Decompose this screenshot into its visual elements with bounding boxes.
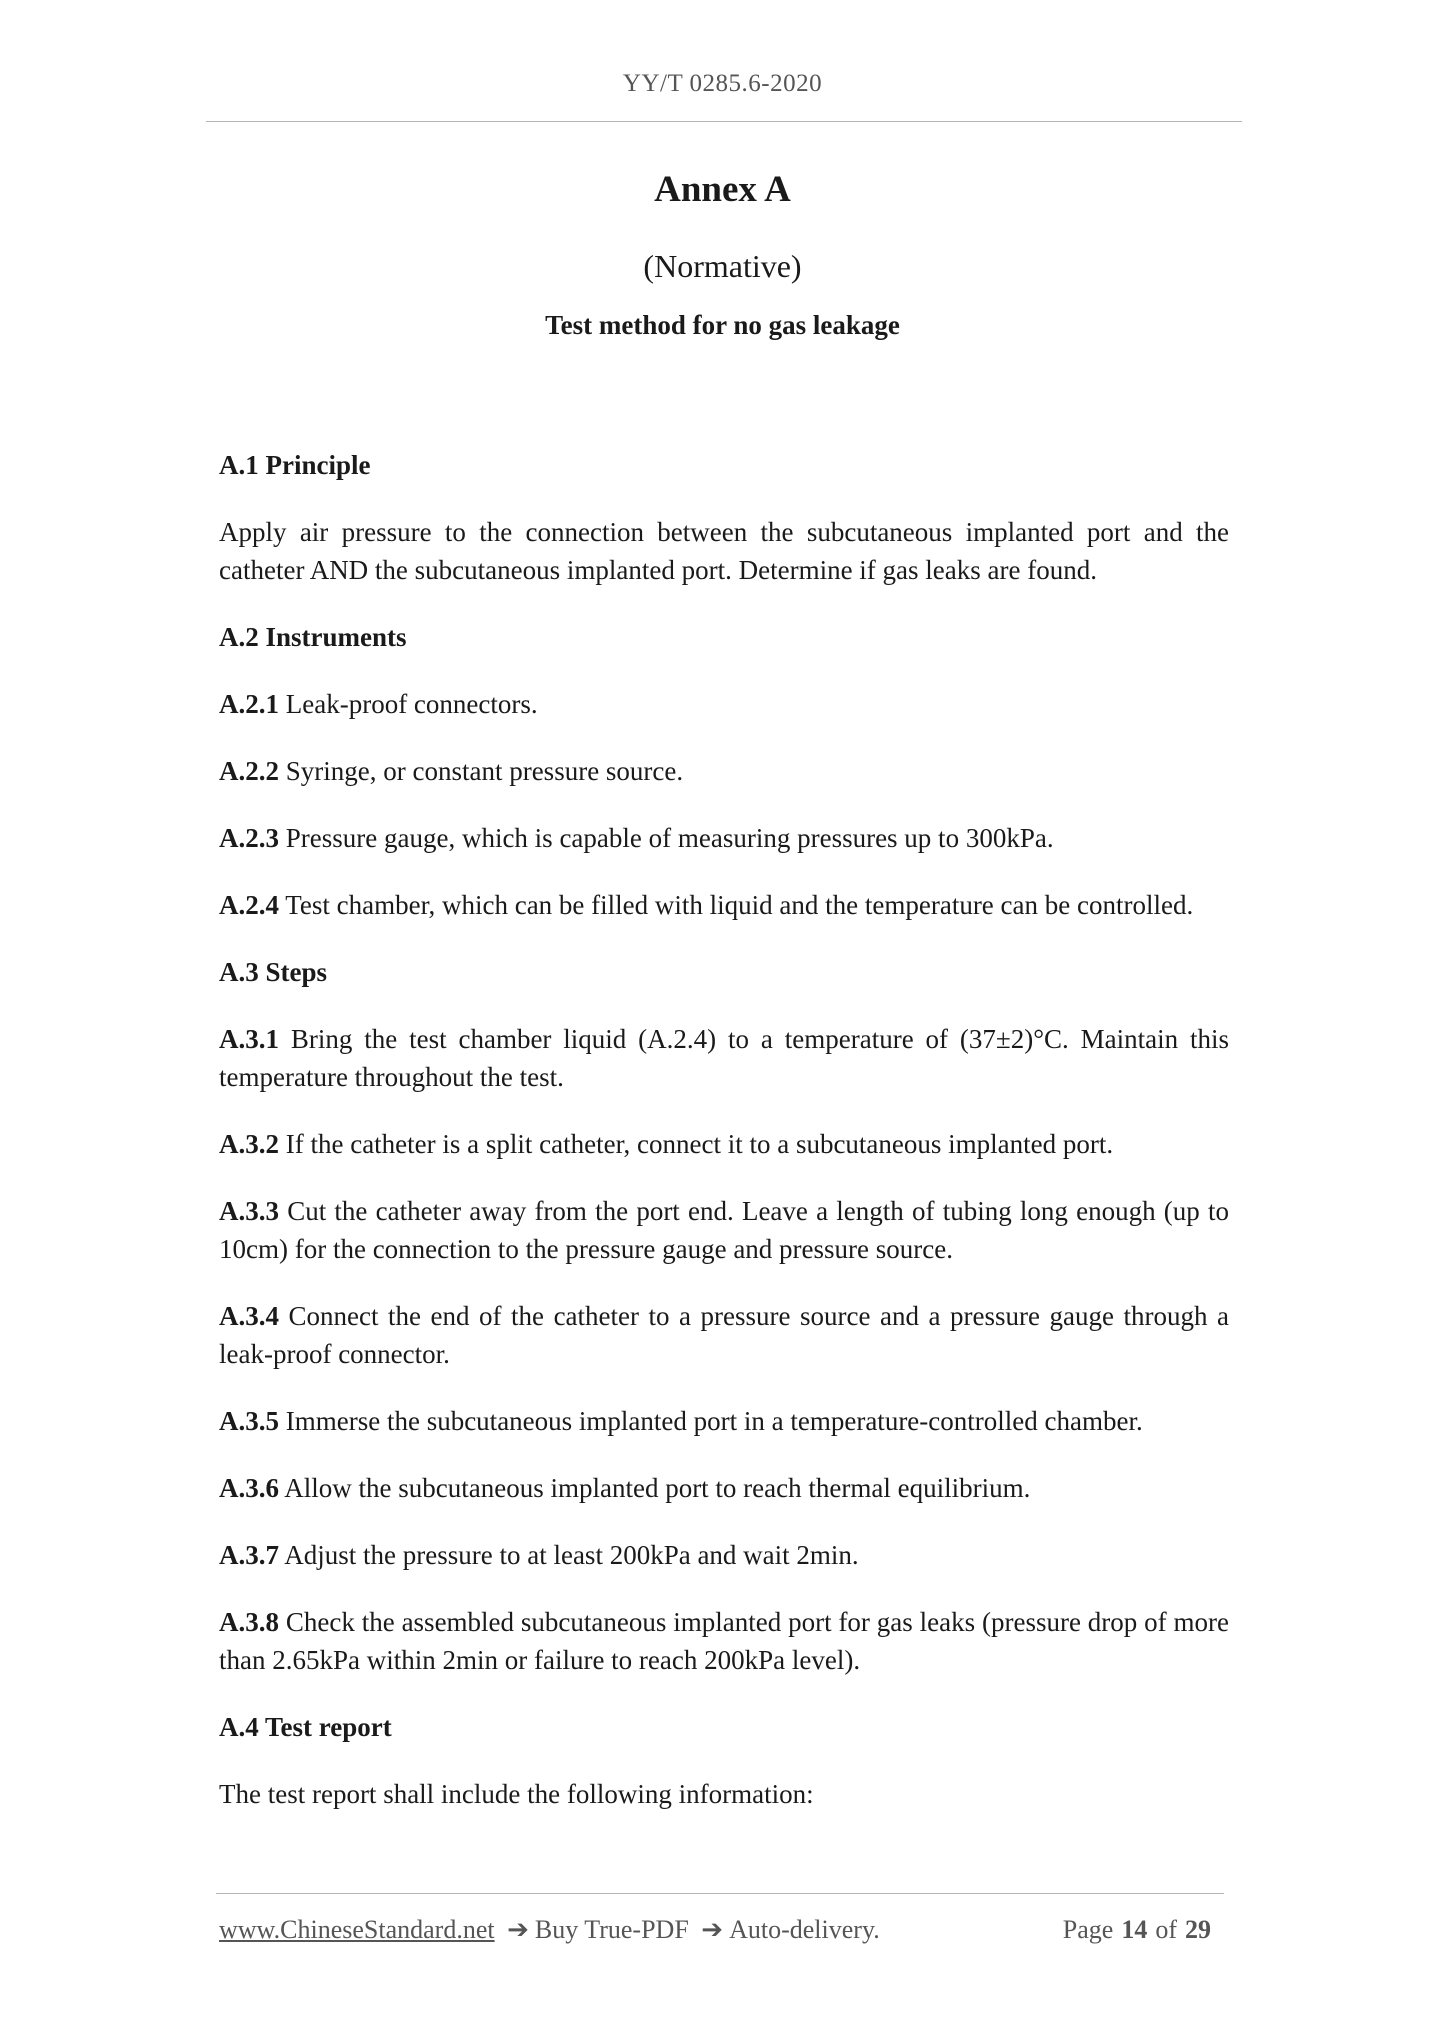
section-a2-title: A.2 Instruments <box>219 622 407 652</box>
clause-a-3-8 <box>219 1603 1229 1679</box>
document-body <box>219 446 1229 1842</box>
clause-text: Check the assembled subcutaneous implanted port for gas leaks (pressure drop of more than 2.65kPa within 2min or failure to reach 200kPa level). <box>219 1607 1230 1675</box>
annex-heading: Test method for no gas leakage <box>545 310 900 340</box>
page-indicator <box>1063 1915 1219 1945</box>
clause-text: Pressure gauge, which is capable of measuring pressures up to 300kPa. <box>285 823 1054 853</box>
clause-a-3-4 <box>219 1297 1229 1373</box>
clause-a-3-7 <box>219 1536 1229 1574</box>
clause-text: Leak-proof connectors. <box>285 689 538 719</box>
clause-text: Allow the subcutaneous implanted port to reach thermal equilibrium. <box>284 1473 1031 1503</box>
of-label: of <box>1155 1915 1177 1944</box>
clause-number: A.3.1 <box>219 1024 279 1054</box>
buy-pdf-text: Buy True-PDF <box>534 1915 689 1944</box>
arrow-right-icon: ➔ <box>701 1915 724 1944</box>
section-a1-title: A.1 Principle <box>219 450 371 480</box>
clause-text: Test chamber, which can be filled with liquid and the temperature can be controlled. <box>285 890 1194 920</box>
section-a1-text: Apply air pressure to the connection between the subcutaneous implanted port and the catheter AND the subcutaneous implanted port. Determine if gas leaks are found. <box>219 517 1229 585</box>
delivery-text: Auto-delivery. <box>729 1915 880 1944</box>
clause-text: Adjust the pressure to at least 200kPa and wait 2min. <box>284 1540 859 1570</box>
arrow-right-icon: ➔ <box>507 1915 529 1944</box>
clause-a-2-4 <box>219 886 1229 924</box>
document-id-header: YY/T 0285.6-2020 <box>622 70 823 97</box>
annex-title: Annex A <box>654 169 791 210</box>
clause-number: A.2.2 <box>219 756 279 786</box>
header-divider <box>206 121 1242 122</box>
clause-text: Syringe, or constant pressure source. <box>285 756 684 786</box>
page-current: 14 <box>1121 1915 1148 1944</box>
clause-a-3-6 <box>219 1469 1229 1507</box>
clause-text: Bring the test chamber liquid (A.2.4) to a temperature of (37±2)°C. Maintain this temperature throughout the test. <box>219 1024 1230 1092</box>
clause-text: If the catheter is a split catheter, connect it to a subcutaneous implanted port. <box>285 1129 1114 1159</box>
annex-type: (Normative) <box>643 248 802 284</box>
footer-divider <box>216 1893 1224 1894</box>
clause-number: A.2.1 <box>219 689 279 719</box>
clause-number: A.2.4 <box>219 890 279 920</box>
clause-a-3-1 <box>219 1020 1229 1096</box>
page-label: Page <box>1062 1915 1114 1944</box>
section-a4-title: A.4 Test report <box>219 1712 392 1742</box>
clause-a-3-2 <box>219 1125 1229 1163</box>
clause-a-2-3 <box>219 819 1229 857</box>
page-footer <box>219 1915 1219 1945</box>
clause-number: A.3.5 <box>219 1406 279 1436</box>
clause-a-3-5 <box>219 1402 1229 1440</box>
clause-number: A.3.2 <box>219 1129 279 1159</box>
clause-text: Cut the catheter away from the port end. Leave a length of tubing long enough (up to 10cm) for the connection to the pressure gauge and pressure source. <box>219 1196 1230 1264</box>
clause-text: Connect the end of the catheter to a pressure source and a pressure gauge through a leak-proof connector. <box>219 1301 1230 1369</box>
clause-number: A.3.3 <box>219 1196 279 1226</box>
page-total: 29 <box>1185 1915 1211 1944</box>
clause-a-2-2 <box>219 752 1229 790</box>
clause-number: A.3.4 <box>219 1301 279 1331</box>
clause-number: A.3.8 <box>219 1607 279 1637</box>
section-a3-title: A.3 Steps <box>219 957 328 987</box>
clause-a-3-3 <box>219 1192 1229 1268</box>
clause-text: Immerse the subcutaneous implanted port in a temperature-controlled chamber. <box>285 1406 1143 1436</box>
clause-a-2-1 <box>219 685 1229 723</box>
clause-number: A.3.6 <box>219 1473 279 1503</box>
website-link[interactable]: www.ChineseStandard.net <box>219 1915 495 1944</box>
clause-number: A.3.7 <box>219 1540 279 1570</box>
clause-number: A.2.3 <box>219 823 279 853</box>
section-a4-text: The test report shall include the following information: <box>219 1779 814 1809</box>
